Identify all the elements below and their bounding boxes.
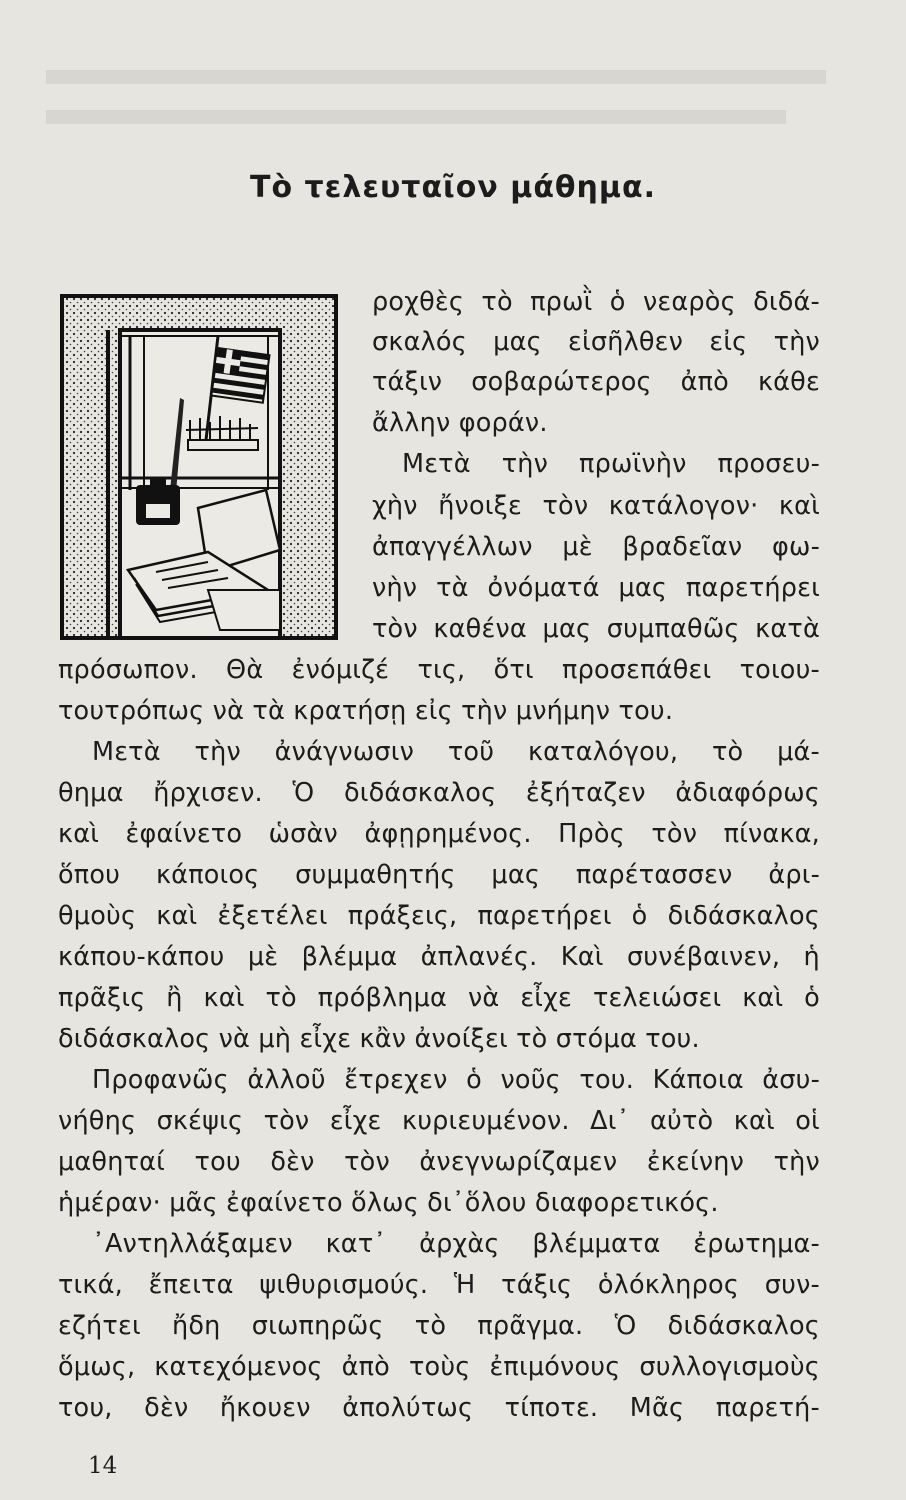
text-line: πρόσωπον. Θὰ ἐνόμιζέ τις, ὅτι προσεπάθει τοιου- (58, 655, 820, 685)
text-line: θμοὺς καὶ ἐξετέλει πράξεις, παρετήρει ὁ διδάσκαλος (58, 901, 820, 931)
text-line: Μετὰ τὴν πρωϊνὴν προσευ- (402, 449, 820, 479)
text-line: Μετὰ τὴν ἀνάγνωσιν τοῦ καταλόγου, τὸ μά- (92, 737, 820, 767)
text-line: σκαλός μας εἰσῆλθεν εἰς τὴν (372, 327, 820, 357)
text-line: ἄλλην φοράν. (372, 408, 548, 438)
text-line: ὅμως, κατεχόμενος ἀπὸ τοὺς ἐπιμόνους συλλογισμοὺς (58, 1352, 820, 1382)
text-line: θημα ἤρχισεν. Ὁ διδάσκαλος ἐξήταζεν ἀδιαφόρως (58, 778, 820, 808)
text-line: καὶ ἐφαίνετο ὡσὰν ἀφῃρημένος. Πρὸς τὸν πίνακα, (58, 819, 820, 849)
text-line: χὴν ἤνοιξε τὸν κατάλογον· καὶ (372, 491, 820, 521)
text-line: ὅπου κάποιος συμμαθητής μας παρέτασσεν ἀρι- (58, 860, 820, 890)
text-line: ροχθὲς τὸ πρωῒ ὁ νεαρὸς διδά- (372, 287, 820, 317)
text-line: διδάσκαλος νὰ μὴ εἶχε κἂν ἀνοίξει τὸ στόμα του. (58, 1024, 700, 1054)
text-line: ἀπαγγέλλων μὲ βραδεῖαν φω- (372, 532, 820, 562)
page-title: Τὸ τελευταῖον μάθημα. (250, 170, 656, 205)
text-line: μαθηταί του δὲν τὸν ἀνεγνωρίζαμεν ἐκείνην τὴν (58, 1147, 820, 1177)
illustrated-drop-cap (58, 290, 340, 642)
text-line: του, δὲν ἤκουεν ἀπολύτως τίποτε. Μᾶς παρετή- (58, 1393, 820, 1423)
text-line: τικά, ἔπειτα ψιθυρισμούς. Ἡ τάξις ὁλόκληρος συν- (58, 1270, 820, 1300)
text-line: ἡμέραν· μᾶς ἐφαίνετο ὅλως δι᾽ὅλου διαφορετικός. (58, 1188, 719, 1218)
text-line: τάξιν σοβαρώτερος ἀπὸ κάθε (372, 367, 820, 397)
text-line: ᾽Αντηλλάξαμεν κατ᾽ ἀρχὰς βλέμματα ἐρωτημα- (92, 1229, 820, 1259)
text-line: τουτρόπως νὰ τὰ κρατήσῃ εἰς τὴν μνήμην του. (58, 696, 674, 726)
text-line: νήθης σκέψις τὸν εἶχε κυριευμένον. Δι᾽ αὐτὸ καὶ οἱ (58, 1106, 820, 1136)
page-number: 14 (88, 1453, 118, 1479)
text-line: τὸν καθένα μας συμπαθῶς κατὰ (372, 614, 820, 644)
text-line: πρᾶξις ἢ καὶ τὸ πρόβλημα νὰ εἶχε τελειώσει καὶ ὁ (58, 983, 820, 1013)
text-line: κάπου-κάπου μὲ βλέμμα ἀπλανές. Καὶ συνέβαινεν, ἡ (58, 942, 820, 972)
text-line: Προφανῶς ἀλλοῦ ἔτρεχεν ὁ νοῦς του. Κάποια ἀσυ- (92, 1065, 820, 1095)
text-line: εζήτει ἤδη σιωπηρῶς τὸ πρᾶγμα. Ὁ διδάσκαλος (58, 1311, 820, 1341)
show-through-texture (46, 60, 836, 140)
text-line: νὴν τὰ ὀνόματά μας παρετήρει (372, 573, 820, 603)
